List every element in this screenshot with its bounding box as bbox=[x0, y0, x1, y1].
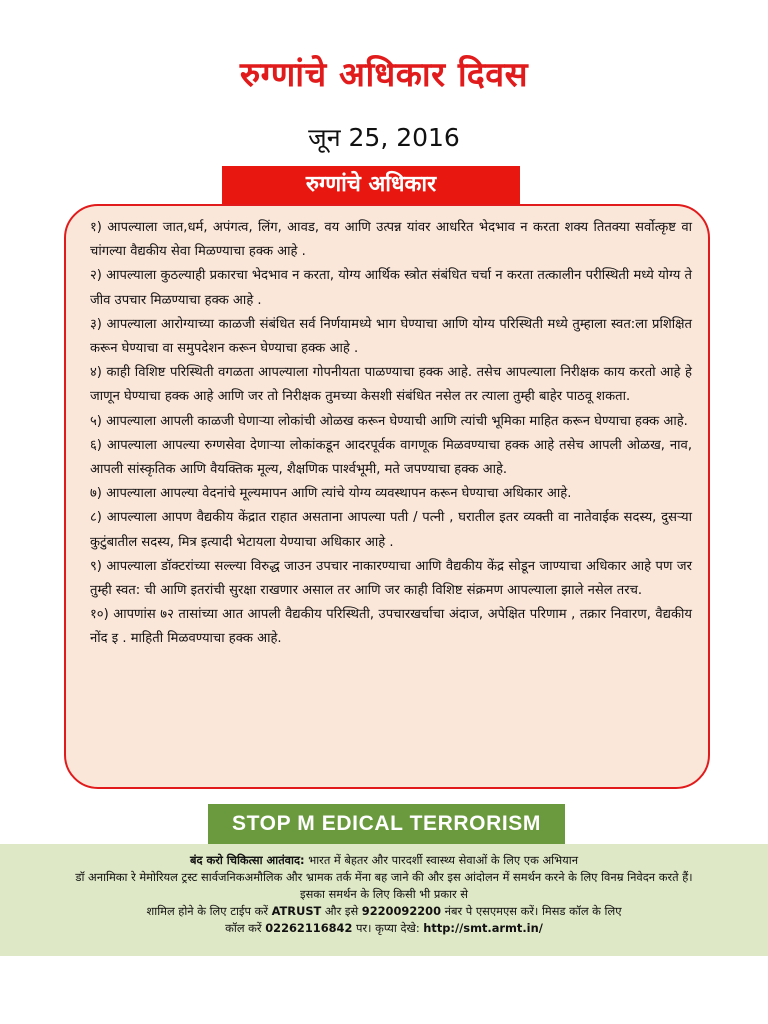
footer-heading: बंद करो चिकित्सा आतंवाद: bbox=[189, 853, 305, 867]
sms-keyword: ATRUST bbox=[271, 904, 322, 918]
footer-campaign-text: भारत में बेहतर और पारदर्शी स्वास्थ्य सेवाओं के लिए एक अभियान bbox=[304, 853, 579, 867]
sms-number: 9220092200 bbox=[361, 904, 442, 918]
footer-sms-and: और इसे bbox=[321, 904, 362, 918]
footer-line-1 bbox=[70, 852, 698, 869]
right-item-8: ८) आपल्याला आपण वैद्यकीय केंद्रात राहात असताना आपल्या पती / पत्नी , घरातील इतर व्यक्ती वा नातेवाईक सदस्य, दुसऱ्या कुटुंबातील सदस्य, मित्र इत्यादी भेटायला येण्याचा अधिकार आहे . bbox=[90, 510, 692, 550]
page-title: रुग्णांचे अधिकार दिवस bbox=[239, 55, 529, 95]
website-link[interactable]: http://smt.armt.in/ bbox=[423, 921, 543, 935]
footer-call-text: कॉल करें bbox=[225, 921, 266, 935]
right-item-6: ६) आपल्याला आपल्या रुग्णसेवा देणाऱ्या लोकांकडून आदरपूर्वक वागणूक मिळवण्याचा हक्क आहे तसेच आपली ओळख, नाव, आपली सांस्कृतिक आणि वैयक्तिक मूल्य, शैक्षणिक पार्श्वभूमी, मते जपण्याचा हक्क आहे. bbox=[90, 437, 692, 478]
right-item-2: २) आपल्याला कुठल्याही प्रकारचा भेदभाव न करता, योग्य आर्थिक स्त्रोत संबंधित चर्चा न करता तत्कालीन परीस्थिती मध्ये योग्य ते जीव उपचार मिळण्याचा हक्क आहे . bbox=[90, 268, 692, 308]
right-item-1: १) आपल्याला जात,धर्म, अपंगत्व, लिंग, आवड, वय आणि उत्पन्न यांवर आधरित भेदभाव न करता शक्य तितक्या सर्वोत्कृष्ट वा चांगल्या वैद्यकीय सेवा मिळण्याचा हक्क आहे . bbox=[90, 220, 692, 260]
footer-sms-text: शामिल होने के लिए टाईप करें bbox=[146, 904, 272, 918]
footer-see-text: पर। कृप्या देखे: bbox=[352, 921, 424, 935]
footer-missed-call-text: नंबर पे एसएमएस करें। मिसड कॉल के लिए bbox=[441, 904, 622, 918]
right-item-10: १०) आपणांस ७२ तासांच्या आत आपली वैद्यकीय परिस्थिती, उपचारखर्चाचा अंदाज, अपेक्षित परिणाम , तक्रार निवारण, वैद्यकीय नोंद इ . माहिती मिळवण्याचा हक्क आहे. bbox=[90, 607, 692, 647]
right-item-7: ७) आपल्याला आपल्या वेदनांचे मूल्यमापन आणि त्यांचे योग्य व्यवस्थापन करून घेण्याचा अधिकार आहे. bbox=[90, 486, 572, 502]
rights-box bbox=[64, 204, 710, 789]
right-item-4: ४) काही विशिष्ट परिस्थिती वगळता आपल्याला गोपनीयता पाळण्याचा हक्क आहे. तसेच आपल्याला निरीक्षक काय करतो आहे हे जाणून घेण्याचा हक्क आहे आणि जर तो निरीक्षक तुमच्या केसशी संबंधित नसेल तर त्याला तुम्ही बाहेर पाठवू शकता. bbox=[90, 365, 692, 405]
rights-banner: रुग्णांचे अधिकार bbox=[222, 166, 520, 204]
date: जून 25, 2016 bbox=[308, 123, 460, 152]
footer-line-2: डॉ अनामिका रे मेमोरियल ट्रस्ट सार्वजनिकअमौलिक और भ्रामक तर्क मेंना बह जाने की और इस आंदोलन में समर्थन करने के लिए विनम्र निवेदन करते हैं। इसका समर्थन के लिए किसी भी प्रकार से bbox=[75, 870, 693, 901]
call-number: 02262116842 bbox=[265, 921, 353, 935]
right-item-9: ९) आपल्याला डॉक्टरांच्या सल्ल्या विरुद्ध जाउन उपचार नाकारण्याचा आणि वैद्यकीय केंद्र सोडून जाण्याचा अधिकार आहे पण जर तुम्ही स्वत: ची आणि इतरांची सुरक्षा राखणार असाल तर आणि जर काही विशिष्ट संक्रमण आपल्याला झाले नसेल तरच. bbox=[90, 558, 692, 599]
stop-medical-terrorism-banner: STOP M EDICAL TERRORISM bbox=[208, 804, 565, 844]
footer bbox=[0, 844, 768, 956]
right-item-3: ३) आपल्याला आरोग्याच्या काळजी संबंधित सर्व निर्णयामध्ये भाग घेण्याचा आणि योग्य परिस्थिती मध्ये तुम्हाला स्वत:ला प्रशिक्षित करून घेण्याचा वा समुपदेशन करून घेण्याचा हक्क आहे . bbox=[90, 316, 692, 357]
footer-line-3 bbox=[70, 903, 698, 920]
footer-line-4 bbox=[70, 920, 698, 937]
right-item-5: ५) आपल्याला आपली काळजी घेणाऱ्या लोकांची ओळख करून घेण्याची आणि त्यांची भूमिका माहित करून घेण्याचा हक्क आहे. bbox=[90, 413, 688, 429]
